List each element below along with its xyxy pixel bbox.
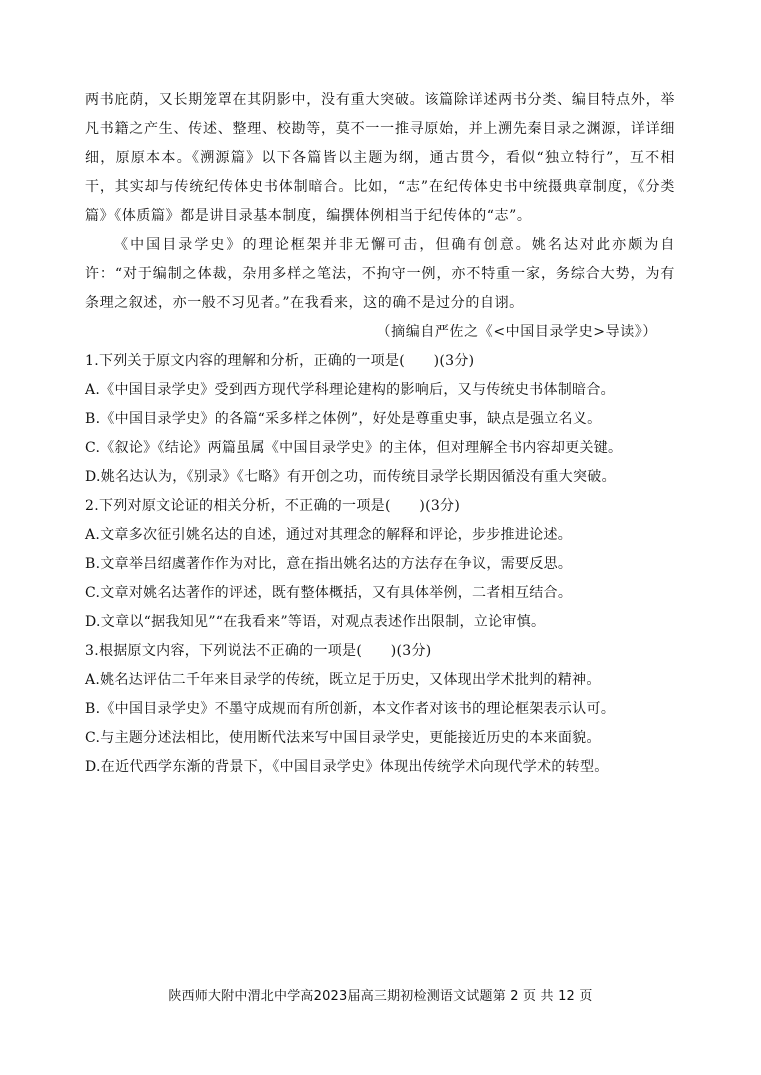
page-footer: 陕西师大附中渭北中学高2023届高三期初检测语文试题第 2 页 共 12 页 (168, 989, 593, 1004)
option-d: D.在近代西学东渐的背景下，《中国目录学史》体现出传统学术向现代学术的转型。 (85, 759, 609, 775)
question-stem: 1.下列关于原文内容的理解和分析，正确的一项是( )(3分) (85, 353, 475, 369)
option-c: C.文章对姚名达著作的评述，既有整体概括，又有具体举例，二者相互结合。 (85, 585, 573, 601)
question-2 (85, 492, 675, 637)
option-c: C.《叙论》《结论》两篇虽属《中国目录学史》的主体，但对理解全书内容却更关键。 (85, 440, 623, 456)
option-d: D.姚名达认为，《别录》《七略》有开创之功，而传统目录学长期因循没有重大突破。 (85, 469, 616, 485)
passage-paragraph-2: 《中国目录学史》的理论框架并非无懈可击，但确有创意。姚名达对此亦颇为自许：“对于编制之体裁，杂用多样之笔法，不拘守一例，亦不特重一家，务综合大势，为有条理之叙述，亦一般不习见者。”在我看来，这的确不是过分的自诩。 (85, 237, 675, 311)
question-3 (85, 637, 675, 782)
page-content (85, 86, 675, 782)
option-a: A.《中国目录学史》受到西方现代学科理论建构的影响后，又与传统史书体制暗合。 (85, 382, 615, 398)
option-b: B.《中国目录学史》的各篇“采多样之体例”，好处是尊重史事，缺点是强立名义。 (85, 411, 602, 427)
question-1 (85, 347, 675, 492)
option-b: B.文章举吕绍虞著作作为对比，意在指出姚名达的方法存在争议，需要反思。 (85, 556, 573, 572)
option-a: A.姚名达评估二千年来目录学的传统，既立足于历史，又体现出学术批判的精神。 (85, 672, 601, 688)
question-stem: 2.下列对原文论证的相关分析，不正确的一项是( )(3分) (85, 498, 461, 514)
option-d: D.文章以“据我知见”“在我看来”等语，对观点表述作出限制，立论审慎。 (85, 614, 546, 630)
passage-paragraph-1: 两书庇荫，又长期笼罩在其阴影中，没有重大突破。该篇除详述两书分类、编目特点外，举凡书籍之产生、传述、整理、校勘等，莫不一一推寻原始，并上溯先秦目录之渊源，详详细细，原原本本。《溯源篇》以下各篇皆以主题为纲，通古贯今，看似“独立特行”，互不相干，其实却与传统纪传体史书体制暗合。比如，“志”在纪传体史书中统摄典章制度，《分类篇》《体质篇》都是讲目录基本制度，编撰体例相当于纪传体的“志”。 (85, 92, 675, 224)
option-a: A.文章多次征引姚名达的自述，通过对其理念的解释和评论，步步推进论述。 (85, 527, 573, 543)
option-b: B.《中国目录学史》不墨守成规而有所创新，本文作者对该书的理论框架表示认可。 (85, 701, 616, 717)
option-c: C.与主题分述法相比，使用断代法来写中国目录学史，更能接近历史的本来面貌。 (85, 730, 601, 746)
question-stem: 3.根据原文内容，下列说法不正确的一项是( )(3分) (85, 643, 432, 659)
passage-source-citation: （摘编自严佐之《<中国目录学史>导读》） (376, 324, 657, 340)
